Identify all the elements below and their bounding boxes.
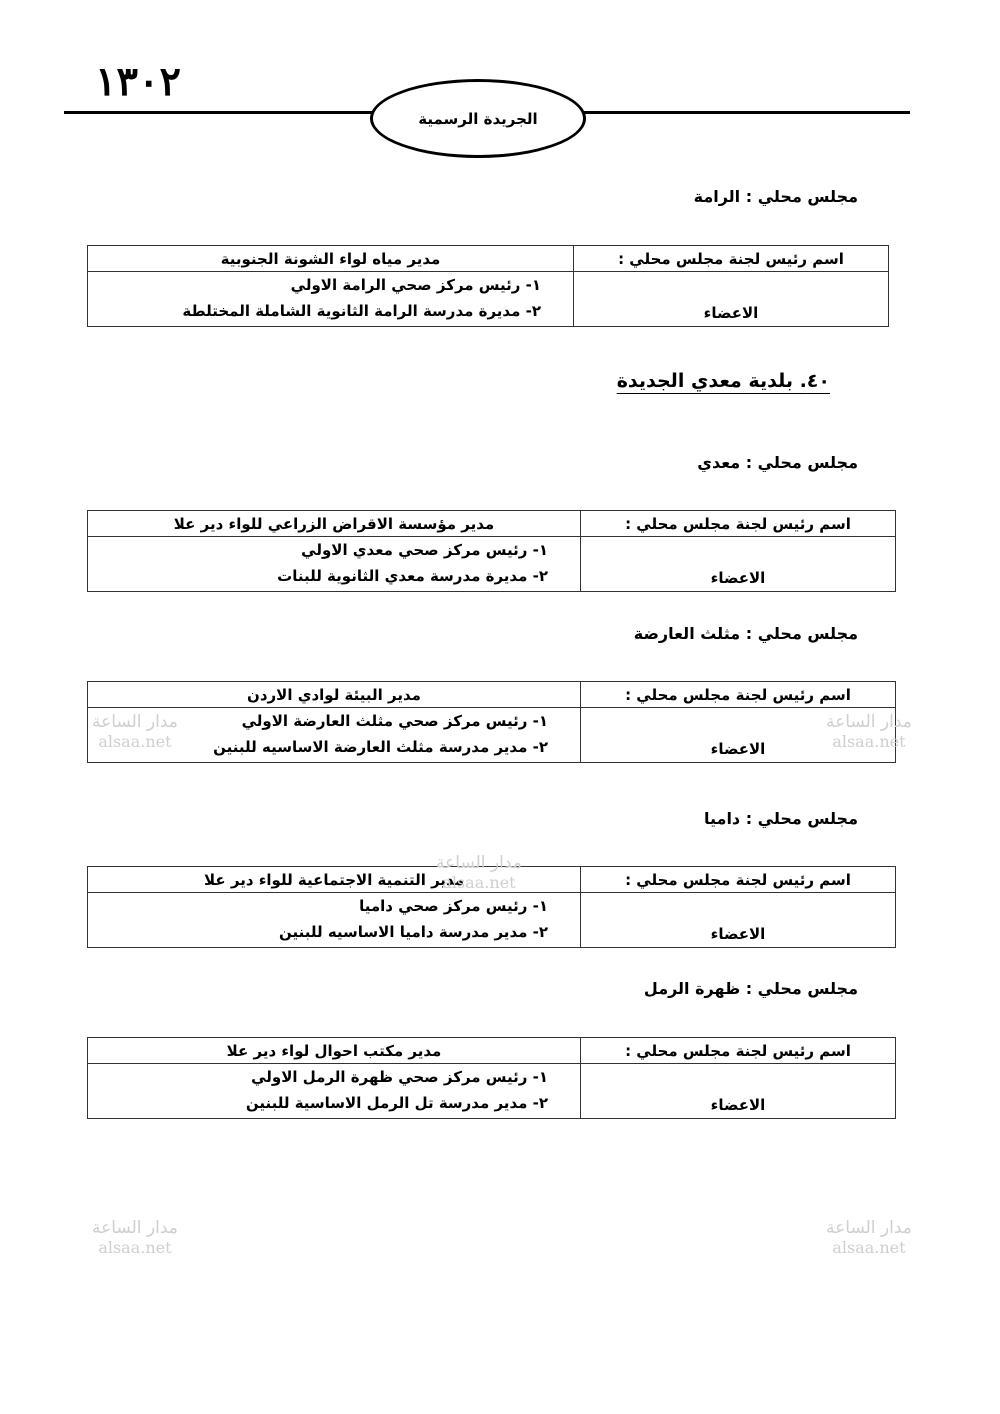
committee-table-rama <box>87 245 889 327</box>
members-cell <box>88 537 581 592</box>
members-label: الاعضاء <box>581 537 896 592</box>
municipality-heading: ٤٠. بلدية معدي الجديدة <box>616 370 830 392</box>
members-label: الاعضاء <box>581 893 896 948</box>
member-item: ٢- مدير مدرسة تل الرمل الاساسية للبنين <box>245 1094 548 1112</box>
gazette-title: الجريدة الرسمية <box>418 109 538 128</box>
watermark-arabic: مدار الساعة <box>826 712 912 732</box>
chair-value: مدير مكتب احوال لواء دير علا <box>88 1038 581 1064</box>
council-heading-raml: مجلس محلي : ظهرة الرمل <box>643 979 858 998</box>
watermark <box>826 712 912 752</box>
gazette-title-oval <box>370 79 586 158</box>
member-item: ١- رئيس مركز صحي مثلث العارضة الاولي <box>241 712 548 730</box>
watermark-arabic: مدار الساعة <box>92 712 178 732</box>
chair-label: اسم رئيس لجنة مجلس محلي : <box>574 246 889 272</box>
watermark <box>92 1218 178 1258</box>
members-label: الاعضاء <box>581 1064 896 1119</box>
watermark-arabic: مدار الساعة <box>436 853 522 873</box>
watermark-english: alsaa.net <box>832 732 906 751</box>
watermark <box>826 1218 912 1258</box>
watermark <box>436 853 522 893</box>
member-item: ٢- مدير مدرسة مثلث العارضة الاساسيه للبنين <box>213 738 548 756</box>
chair-value: مدير التنمية الاجتماعية للواء دير علا <box>88 867 581 893</box>
council-heading-aridah: مجلس محلي : مثلث العارضة <box>633 624 858 643</box>
member-item: ١- رئيس مركز صحي معدي الاولي <box>301 541 548 559</box>
members-cell <box>88 1064 581 1119</box>
chair-label: اسم رئيس لجنة مجلس محلي : <box>581 682 896 708</box>
chair-value: مدير مياه لواء الشونة الجنوبية <box>88 246 574 272</box>
member-item: ١- رئيس مركز صحي داميا <box>359 897 548 915</box>
committee-table-aridah <box>87 681 896 763</box>
committee-table-muaddi <box>87 510 896 592</box>
watermark-english: alsaa.net <box>832 1238 906 1257</box>
watermark-english: alsaa.net <box>98 1238 172 1257</box>
council-heading-muaddi: مجلس محلي : معدي <box>697 453 858 472</box>
chair-label: اسم رئيس لجنة مجلس محلي : <box>581 867 896 893</box>
watermark <box>92 712 178 752</box>
member-item: ٢- مدير مدرسة داميا الاساسيه للبنين <box>278 923 548 941</box>
chair-value: مدير البيئة لوادي الاردن <box>88 682 581 708</box>
members-label: الاعضاء <box>581 708 896 763</box>
council-heading-damya: مجلس محلي : داميا <box>704 809 858 828</box>
members-label: الاعضاء <box>574 272 889 327</box>
page-number: ١٣٠٢ <box>95 58 181 105</box>
watermark-english: alsaa.net <box>442 873 516 892</box>
chair-label: اسم رئيس لجنة مجلس محلي : <box>581 511 896 537</box>
member-item: ١- رئيس مركز صحي الرامة الاولي <box>290 276 541 294</box>
watermark-english: alsaa.net <box>98 732 172 751</box>
members-cell <box>88 893 581 948</box>
council-heading-rama: مجلس محلي : الرامة <box>693 187 858 206</box>
members-cell <box>88 272 574 327</box>
watermark-arabic: مدار الساعة <box>92 1218 178 1238</box>
watermark-arabic: مدار الساعة <box>826 1218 912 1238</box>
member-item: ١- رئيس مركز صحي ظهرة الرمل الاولي <box>251 1068 548 1086</box>
chair-label: اسم رئيس لجنة مجلس محلي : <box>581 1038 896 1064</box>
member-item: ٢- مديرة مدرسة الرامة الثانوية الشاملة المختلطة <box>182 302 541 320</box>
committee-table-raml <box>87 1037 896 1119</box>
chair-value: مدير مؤسسة الاقراض الزراعي للواء دير علا <box>88 511 581 537</box>
member-item: ٢- مديرة مدرسة معدي الثانوية للبنات <box>277 567 548 585</box>
